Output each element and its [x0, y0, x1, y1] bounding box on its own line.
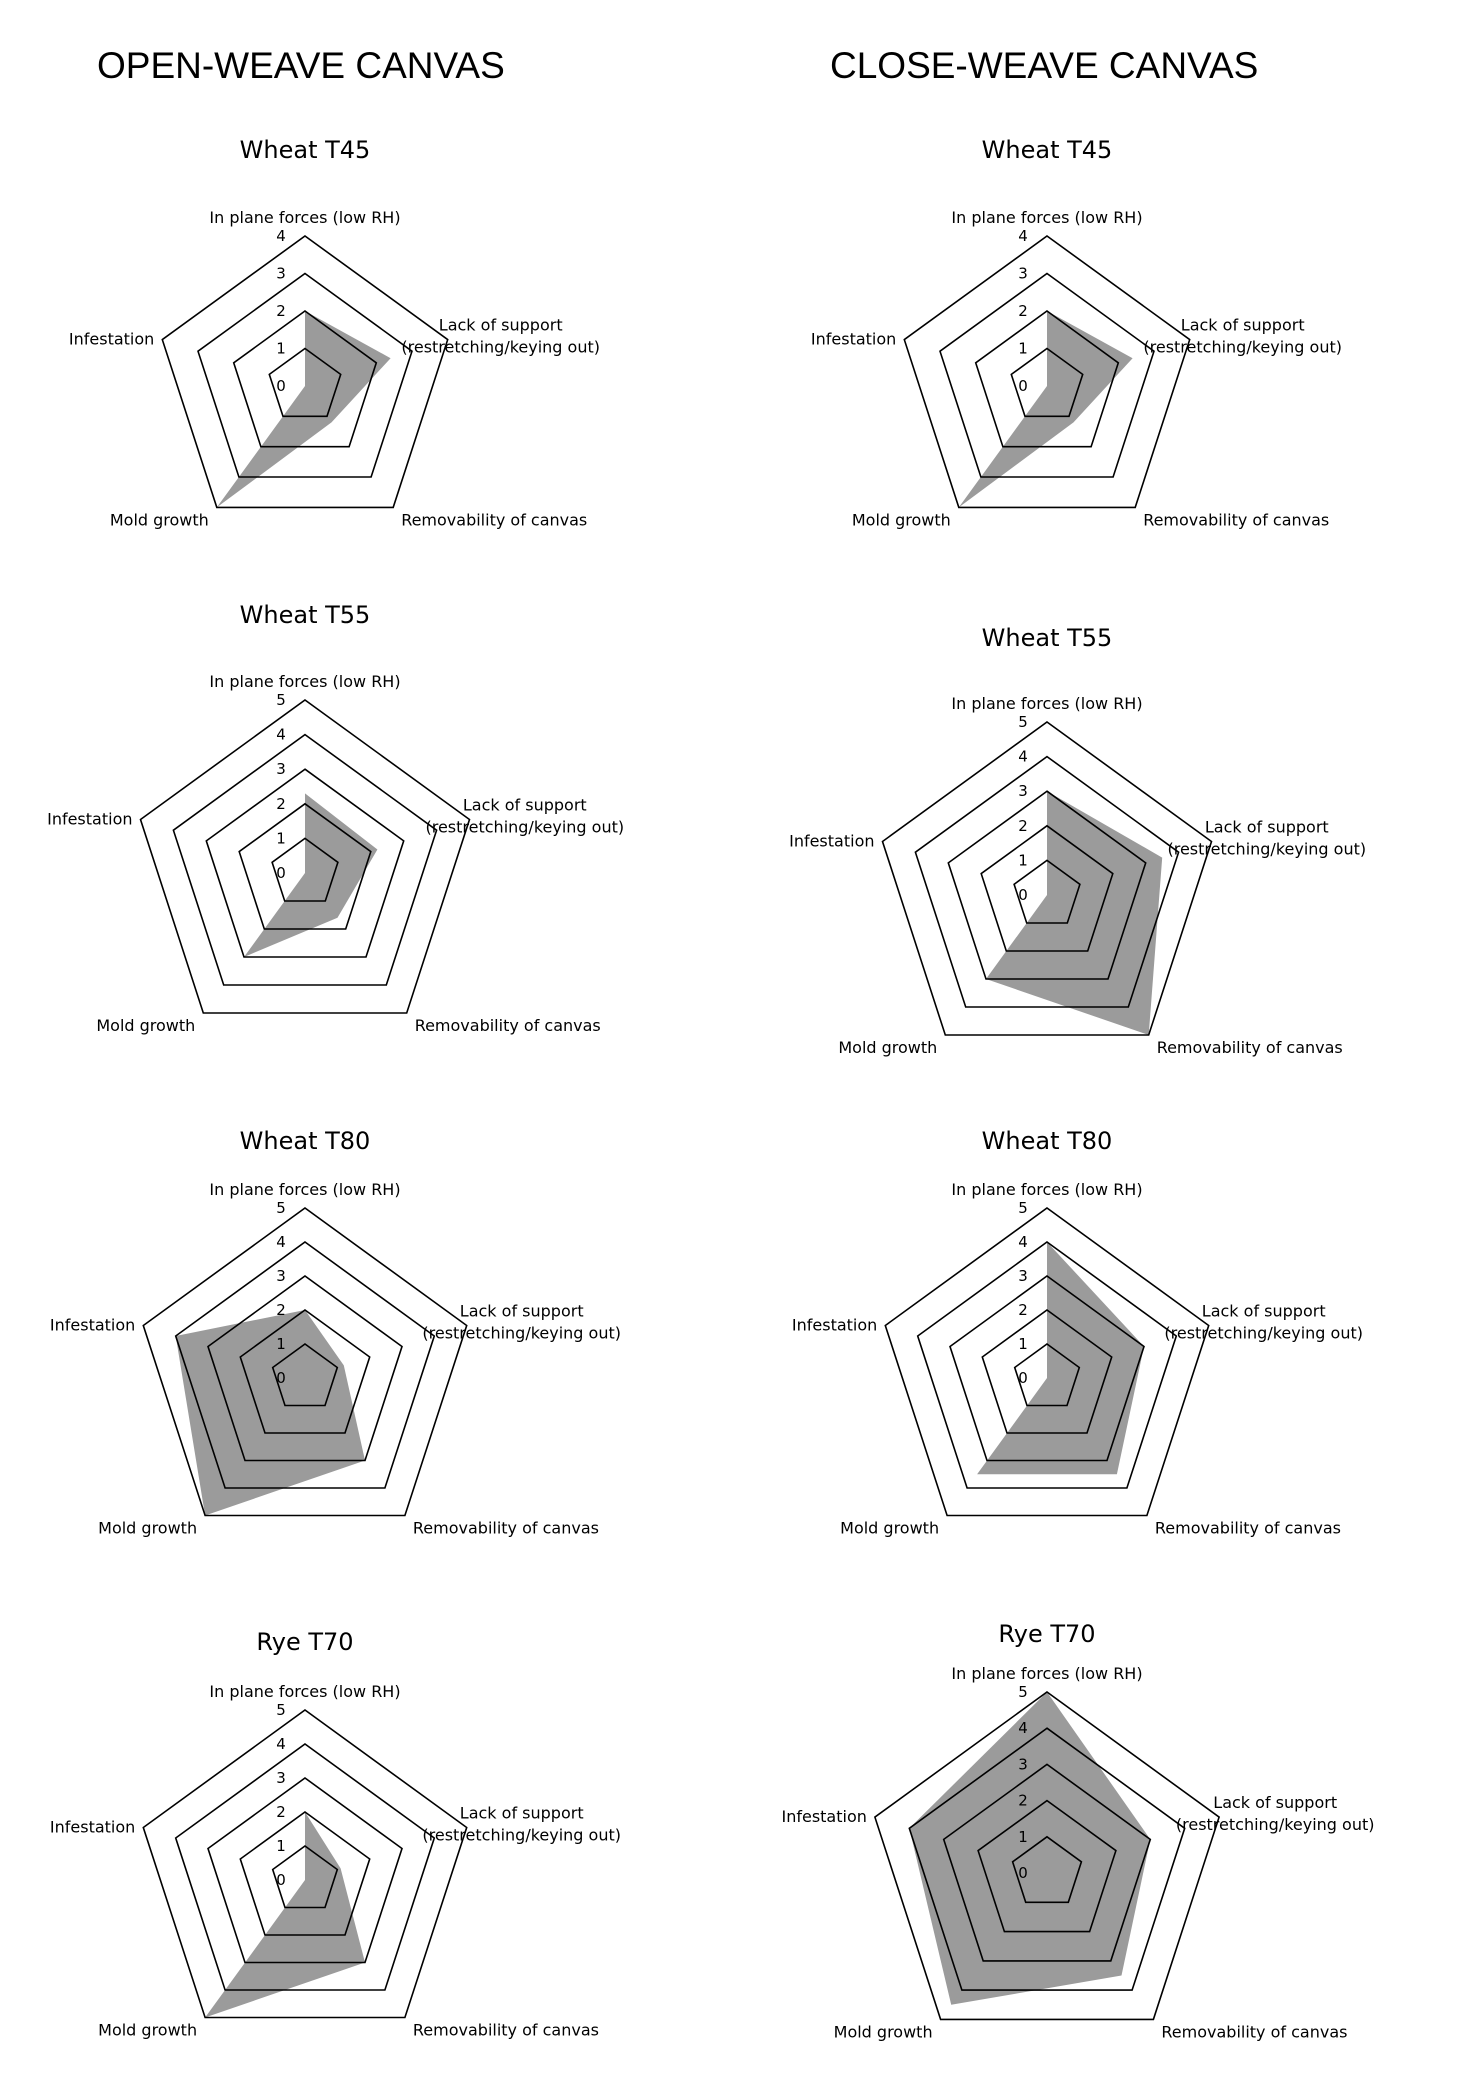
tick-label: 0: [1018, 377, 1028, 395]
axis-label-line: Lack of support: [1201, 1301, 1326, 1321]
radar-chart-8: [781, 1620, 1374, 2041]
axis-label-removability: Removability of canvas: [401, 510, 588, 530]
axis-label-in-plane-forces: In plane forces (low RH): [209, 1682, 401, 1701]
axis-label-line: Lack of support: [459, 1301, 584, 1321]
axis-label-in-plane-forces: In plane forces (low RH): [951, 694, 1143, 713]
radar-chart-1: [69, 136, 600, 529]
axis-label-in-plane-forces: In plane forces (low RH): [951, 208, 1143, 227]
tick-label: 3: [276, 1267, 286, 1285]
chart-title: Wheat T55: [239, 601, 371, 629]
tick-label: 4: [1018, 227, 1028, 245]
axis-label-line: (restretching/keying out): [1175, 1815, 1375, 1835]
tick-label: 1: [1018, 1335, 1028, 1353]
axis-label-in-plane-forces: In plane forces (low RH): [209, 208, 401, 227]
tick-label: 2: [276, 1301, 286, 1319]
data-polygon: [244, 793, 377, 957]
radar-chart-4: [789, 624, 1366, 1057]
axis-label-in-plane-forces: In plane forces (low RH): [951, 1180, 1143, 1199]
tick-label: 2: [1018, 302, 1028, 320]
chart-title: Wheat T80: [239, 1127, 371, 1155]
tick-label: 4: [276, 725, 286, 744]
axis-label-mold-growth: Mold growth: [98, 1518, 198, 1538]
axis-label-infestation: Infestation: [49, 1817, 136, 1837]
heading-open-weave: OPEN-WEAVE CANVAS: [97, 45, 505, 86]
tick-label: 1: [276, 1335, 286, 1353]
axis-label-removability: Removability of canvas: [1156, 1038, 1343, 1057]
axis-label-removability: Removability of canvas: [1161, 2022, 1348, 2042]
data-polygon: [986, 791, 1162, 1035]
axis-label-lack-of-support: [401, 316, 600, 357]
radar-chart-2: [811, 136, 1342, 529]
axis-label-mold-growth: Mold growth: [833, 2022, 933, 2042]
axis-label-line: (restretching/keying out): [422, 1825, 622, 1845]
radar-chart-7: [50, 1628, 621, 2040]
axis-label-infestation: Infestation: [810, 329, 897, 349]
axis-label-mold-growth: Mold growth: [840, 1518, 940, 1538]
axis-label-lack-of-support: [1164, 1302, 1363, 1343]
axis-label-mold-growth: Mold growth: [838, 1038, 938, 1057]
chart-title: Wheat T45: [981, 136, 1113, 164]
tick-label: 3: [276, 264, 286, 283]
axis-label-lack-of-support: [1143, 316, 1342, 357]
tick-label: 3: [276, 1769, 286, 1787]
tick-label: 5: [1018, 713, 1028, 731]
tick-label: 4: [276, 1735, 286, 1753]
axis-label-infestation: Infestation: [781, 1807, 867, 1827]
radar-chart-3: [47, 601, 624, 1035]
tick-label: 5: [1018, 1683, 1028, 1701]
tick-label: 3: [1018, 1755, 1028, 1774]
data-polygon: [217, 311, 391, 507]
radar-charts: [47, 136, 1374, 2041]
axis-label-line: (restretching/keying out): [1143, 337, 1343, 357]
tick-label: 0: [276, 864, 286, 882]
axis-label-lack-of-support: [422, 1804, 621, 1845]
tick-label: 0: [1018, 1369, 1028, 1387]
chart-title: Wheat T55: [981, 624, 1113, 652]
axis-label-lack-of-support: [1167, 818, 1366, 859]
tick-label: 2: [1018, 1301, 1028, 1319]
axis-label-removability: Removability of canvas: [412, 1518, 599, 1538]
axis-label-in-plane-forces: In plane forces (low RH): [209, 1180, 401, 1199]
tick-label: 2: [1018, 816, 1028, 835]
axis-label-line: Lack of support: [1180, 315, 1305, 335]
tick-label: 5: [1018, 1199, 1028, 1217]
tick-label: 5: [276, 1199, 286, 1217]
axis-label-infestation: Infestation: [68, 329, 155, 349]
tick-label: 0: [276, 1871, 286, 1889]
axis-label-infestation: Infestation: [789, 831, 875, 851]
axis-label-line: (restretching/keying out): [401, 337, 601, 357]
tick-label: 0: [1018, 886, 1028, 904]
tick-label: 2: [276, 302, 286, 320]
axis-label-infestation: Infestation: [791, 1315, 878, 1335]
axis-label-mold-growth: Mold growth: [96, 1016, 196, 1035]
tick-label: 4: [1018, 1719, 1028, 1738]
tick-label: 0: [276, 1369, 286, 1387]
tick-label: 2: [276, 1803, 286, 1821]
axis-label-lack-of-support: [425, 796, 624, 837]
tick-label: 0: [1018, 1864, 1028, 1882]
axis-label-line: Lack of support: [462, 795, 587, 815]
tick-label: 4: [276, 227, 286, 245]
axis-label-line: Lack of support: [1204, 817, 1329, 837]
tick-label: 3: [1018, 782, 1028, 801]
data-polygon: [959, 311, 1133, 507]
axis-label-removability: Removability of canvas: [412, 2020, 599, 2040]
axis-label-removability: Removability of canvas: [414, 1016, 601, 1035]
heading-close-weave: CLOSE-WEAVE CANVAS: [830, 45, 1259, 86]
axis-label-line: Lack of support: [459, 1803, 584, 1823]
tick-label: 4: [276, 1233, 286, 1251]
axis-label-mold-growth: Mold growth: [98, 2020, 198, 2040]
data-polygon: [176, 1310, 365, 1516]
axis-label-line: (restretching/keying out): [425, 817, 625, 837]
axis-label-lack-of-support: [1176, 1793, 1375, 1834]
axis-label-removability: Removability of canvas: [1154, 1518, 1341, 1538]
axis-label-infestation: Infestation: [47, 809, 133, 829]
tick-label: 3: [1018, 1267, 1028, 1285]
tick-label: 3: [276, 760, 286, 779]
radar-chart-5: [50, 1127, 621, 1538]
chart-title: Rye T70: [256, 1628, 354, 1656]
data-polygon: [977, 1242, 1144, 1474]
chart-title: Wheat T80: [981, 1127, 1113, 1155]
tick-label: 1: [276, 829, 286, 848]
tick-label: 4: [1018, 747, 1028, 766]
axis-label-mold-growth: Mold growth: [851, 510, 951, 530]
tick-label: 1: [276, 1837, 286, 1855]
tick-label: 5: [276, 1701, 286, 1719]
tick-label: 3: [1018, 264, 1028, 283]
tick-label: 0: [276, 377, 286, 395]
axis-label-line: (restretching/keying out): [1164, 1323, 1364, 1343]
tick-label: 5: [276, 691, 286, 709]
chart-title: Wheat T45: [239, 136, 371, 164]
tick-label: 1: [1018, 851, 1028, 870]
axis-label-line: (restretching/keying out): [1167, 839, 1367, 859]
tick-label: 1: [1018, 339, 1028, 358]
axis-label-removability: Removability of canvas: [1143, 510, 1330, 530]
axis-label-line: Lack of support: [1213, 1793, 1338, 1813]
axis-label-lack-of-support: [422, 1302, 621, 1343]
tick-label: 4: [1018, 1233, 1028, 1251]
tick-label: 2: [276, 794, 286, 813]
radar-chart-6: [792, 1127, 1363, 1538]
axis-label-in-plane-forces: In plane forces (low RH): [951, 1664, 1143, 1683]
axis-label-mold-growth: Mold growth: [109, 510, 209, 530]
tick-label: 1: [276, 339, 286, 358]
chart-title: Rye T70: [998, 1620, 1096, 1648]
tick-label: 1: [1018, 1827, 1028, 1846]
axis-label-line: Lack of support: [438, 315, 563, 335]
axis-label-infestation: Infestation: [49, 1315, 136, 1335]
tick-label: 2: [1018, 1791, 1028, 1810]
axis-label-in-plane-forces: In plane forces (low RH): [209, 672, 401, 691]
axis-label-line: (restretching/keying out): [422, 1323, 622, 1343]
